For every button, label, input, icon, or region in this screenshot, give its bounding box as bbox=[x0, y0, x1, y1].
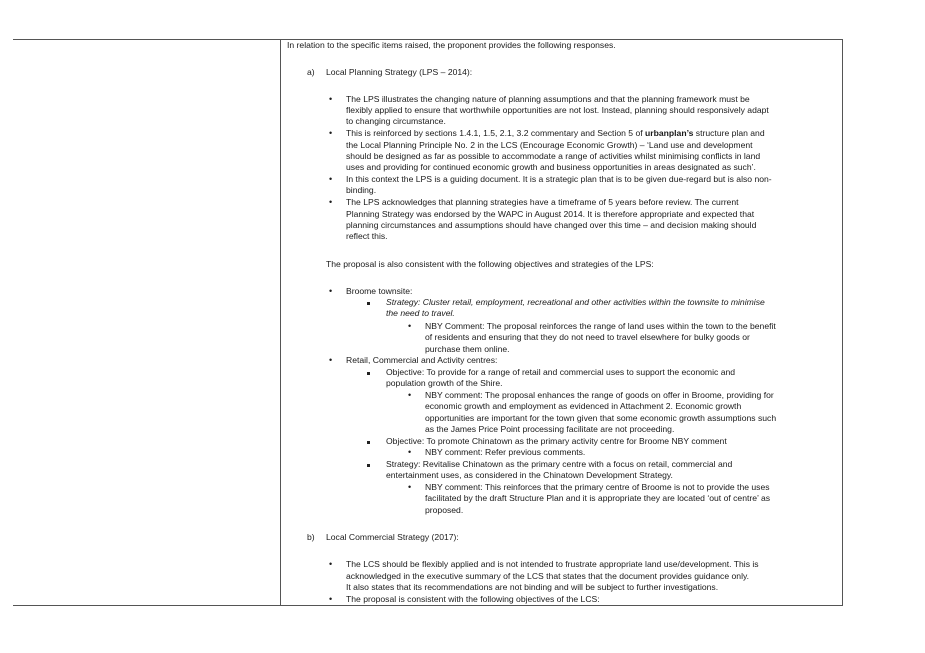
retail-comment-2: NBY comment: Refer previous comments. bbox=[425, 447, 586, 457]
retail-comment-3-line-2: facilitated by the draft Structure Plan and it is appropriate they are located ‘out of centre’ as bbox=[425, 493, 771, 503]
lps-consistent-text: The proposal is also consistent with the following objectives and strategies of the LPS: bbox=[326, 259, 654, 269]
lcs-bullet-1-line-1: The LCS should be flexibly applied and is not intended to frustrate appropriate land use/development. This is bbox=[346, 559, 759, 569]
bullet-icon: • bbox=[329, 286, 333, 296]
lps-bullet-1-line-2: flexibly applied to ensure that worthwhile opportunities are not lost. Instead, planning should responsively adapt bbox=[346, 105, 769, 115]
square-bullet-icon bbox=[367, 372, 370, 375]
square-bullet-icon bbox=[367, 441, 370, 444]
lps-bullet-3-line-1: In this context the LPS is a guiding document. It is a strategic plan that is to be given due-regard but is also non- bbox=[346, 174, 772, 184]
lps-bullet-1-line-1: The LPS illustrates the changing nature of planning assumptions and that the planning framework must be bbox=[346, 94, 750, 104]
lps-bullet-4-line-3: planning circumstances and assumptions should have changed over this time – and decision making should bbox=[346, 220, 757, 230]
lps-bullet-1-line-3: to changing circumstance. bbox=[346, 116, 446, 126]
retail-comment-3-line-1: NBY comment: This reinforces that the primary centre of Broome is not to provide the uses bbox=[425, 482, 770, 492]
square-bullet-icon bbox=[367, 302, 370, 305]
bullet-icon: • bbox=[408, 447, 412, 457]
retail-objective-1-line-2: population growth of the Shire. bbox=[386, 378, 503, 388]
section-a-marker: a) bbox=[307, 67, 315, 77]
bullet-icon: • bbox=[408, 482, 412, 492]
lps-bullet-4-line-1: The LPS acknowledges that planning strategies have a timeframe of 5 years before review. The current bbox=[346, 197, 739, 207]
retail-comment-1-line-4: as the James Price Point processing facilitate are not proceeding. bbox=[425, 424, 675, 434]
lcs-bullet-1-line-3: It also states that its recommendations are not binding and will be subject to further investigations. bbox=[346, 582, 719, 592]
bullet-icon: • bbox=[329, 355, 333, 365]
bullet-icon: • bbox=[329, 594, 333, 604]
lps-bullet-2-line-2: the Local Planning Principle No. 2 in the LCS (Encourage Economic Growth) – ‘Land use and development bbox=[346, 140, 753, 150]
retail-comment-1-line-3: opportunities are important for the town given that some economic growth assumptions such bbox=[425, 413, 777, 423]
lcs-bullet-1-line-2: acknowledged in the executive summary of the LCS that states that the document provides guidance only. bbox=[346, 571, 750, 581]
bullet-icon: • bbox=[329, 128, 333, 138]
square-bullet-icon bbox=[367, 464, 370, 467]
broome-strategy-line-2: the need to travel. bbox=[386, 308, 455, 318]
retail-strategy-line-2: entertainment uses, as considered in the Chinatown Development Strategy. bbox=[386, 470, 673, 480]
retail-comment-3-line-3: proposed. bbox=[425, 505, 464, 515]
bullet-icon: • bbox=[329, 174, 333, 184]
lps-bullet-2-line-4: uses and providing for continued economic growth and business opportunities in areas designated as such’. bbox=[346, 162, 756, 172]
broome-comment-line-3: purchase them online. bbox=[425, 344, 510, 354]
bullet-icon: • bbox=[408, 390, 412, 400]
lps-bullet-2-line-1: This is reinforced by sections 1.4.1, 1.5, 2.1, 3.2 commentary and Section 5 of urbanplan’s structure plan and bbox=[346, 128, 765, 138]
retail-comment-1-line-1: NBY comment: The proposal enhances the range of goods on offer in Broome, providing for bbox=[425, 390, 774, 400]
bullet-icon: • bbox=[329, 94, 333, 104]
retail-strategy-line-1: Strategy: Revitalise Chinatown as the primary centre with a focus on retail, commercial and bbox=[386, 459, 733, 469]
retail-objective-1-line-1: Objective: To provide for a range of retail and commercial uses to support the economic and bbox=[386, 367, 736, 377]
broome-comment-line-1: NBY Comment: The proposal reinforces the range of land uses within the town to the benefit bbox=[425, 321, 776, 331]
lps-bullet-4-line-4: reflect this. bbox=[346, 231, 388, 241]
section-b-marker: b) bbox=[307, 532, 315, 542]
bullet-icon: • bbox=[408, 321, 412, 331]
retail-label: Retail, Commercial and Activity centres: bbox=[346, 355, 498, 365]
lps-bullet-3-line-2: binding. bbox=[346, 185, 377, 195]
lcs-bullet-2-line-1: The proposal is consistent with the following objectives of the LCS: bbox=[346, 594, 600, 604]
section-a-heading: Local Planning Strategy (LPS – 2014): bbox=[326, 67, 473, 77]
retail-objective-2: Objective: To promote Chinatown as the primary activity centre for Broome NBY comment bbox=[386, 436, 727, 446]
column-divider bbox=[280, 39, 281, 606]
lps-bullet-4-line-2: Planning Strategy was endorsed by the WAPC in August 2014. It is therefore appropriate and expected that bbox=[346, 209, 755, 219]
broome-comment-line-2: of residents and ensuring that they do not need to travel elsewhere for bulky goods or bbox=[425, 332, 750, 342]
section-b-heading: Local Commercial Strategy (2017): bbox=[326, 532, 459, 542]
broome-townsite-label: Broome townsite: bbox=[346, 286, 413, 296]
retail-comment-1-line-2: economic growth and employment as evidenced in Attachment 2. Economic growth bbox=[425, 401, 742, 411]
broome-strategy-line-1: Strategy: Cluster retail, employment, recreational and other activities within the townsite to minimise bbox=[386, 297, 765, 307]
lps-bullet-2-line-3: should be designed as far as possible to accommodate a range of activities whilst minimising conflicts in land bbox=[346, 151, 761, 161]
bullet-icon: • bbox=[329, 197, 333, 207]
intro-text: In relation to the specific items raised, the proponent provides the following responses. bbox=[287, 40, 616, 50]
bullet-icon: • bbox=[329, 559, 333, 569]
